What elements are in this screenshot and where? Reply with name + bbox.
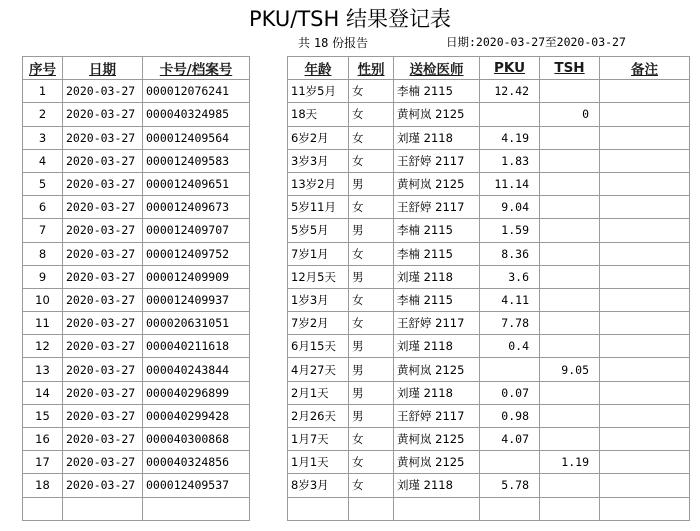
cell-empty bbox=[63, 497, 143, 520]
cell-date: 2020-03-27 bbox=[63, 196, 143, 219]
cell-remark bbox=[600, 126, 690, 149]
cell-sex: 女 bbox=[349, 103, 394, 126]
cell-remark bbox=[600, 358, 690, 381]
cell-pku: 1.83 bbox=[480, 149, 540, 172]
cell-sex: 女 bbox=[349, 474, 394, 497]
cell-sex: 女 bbox=[349, 428, 394, 451]
cell-remark bbox=[600, 474, 690, 497]
cell-seq: 1 bbox=[23, 80, 63, 103]
right-table-row bbox=[288, 404, 690, 427]
cell-pku: 4.07 bbox=[480, 428, 540, 451]
cell-remark bbox=[600, 242, 690, 265]
cell-doctor: 王舒婷 2117 bbox=[394, 196, 480, 219]
cell-empty bbox=[540, 497, 600, 520]
cell-date: 2020-03-27 bbox=[63, 80, 143, 103]
cell-card: 000040299428 bbox=[143, 404, 250, 427]
left-table-row bbox=[23, 312, 250, 335]
right-table-body bbox=[288, 80, 690, 521]
cell-remark bbox=[600, 196, 690, 219]
cell-pku: 12.42 bbox=[480, 80, 540, 103]
cell-remark bbox=[600, 451, 690, 474]
cell-sex: 男 bbox=[349, 335, 394, 358]
cell-age: 6月15天 bbox=[288, 335, 349, 358]
cell-card: 000012409937 bbox=[143, 288, 250, 311]
cell-remark bbox=[600, 103, 690, 126]
cell-tsh bbox=[540, 80, 600, 103]
cell-age: 6岁2月 bbox=[288, 126, 349, 149]
cell-age: 18天 bbox=[288, 103, 349, 126]
cell-doctor: 李楠 2115 bbox=[394, 288, 480, 311]
right-table-row bbox=[288, 149, 690, 172]
col-header-remark: 备注 bbox=[600, 57, 690, 80]
cell-doctor: 黄柯岚 2125 bbox=[394, 358, 480, 381]
cell-age: 7岁2月 bbox=[288, 312, 349, 335]
cell-doctor: 黄柯岚 2125 bbox=[394, 428, 480, 451]
cell-seq: 9 bbox=[23, 265, 63, 288]
cell-remark bbox=[600, 80, 690, 103]
cell-card: 000012409537 bbox=[143, 474, 250, 497]
left-table-row bbox=[23, 80, 250, 103]
cell-remark bbox=[600, 335, 690, 358]
cell-card: 000040300868 bbox=[143, 428, 250, 451]
cell-card: 000012409583 bbox=[143, 149, 250, 172]
cell-sex: 男 bbox=[349, 219, 394, 242]
right-table-row bbox=[288, 335, 690, 358]
cell-age: 4月27天 bbox=[288, 358, 349, 381]
cell-remark bbox=[600, 381, 690, 404]
cell-empty bbox=[480, 497, 540, 520]
col-header-pku: PKU bbox=[480, 57, 540, 80]
cell-tsh bbox=[540, 428, 600, 451]
cell-doctor: 李楠 2115 bbox=[394, 242, 480, 265]
cell-date: 2020-03-27 bbox=[63, 335, 143, 358]
cell-pku: 7.78 bbox=[480, 312, 540, 335]
cell-empty bbox=[143, 497, 250, 520]
cell-age: 2月26天 bbox=[288, 404, 349, 427]
cell-date: 2020-03-27 bbox=[63, 288, 143, 311]
cell-card: 000040211618 bbox=[143, 335, 250, 358]
cell-doctor: 刘瑾 2118 bbox=[394, 126, 480, 149]
cell-card: 000012409707 bbox=[143, 219, 250, 242]
cell-remark bbox=[600, 265, 690, 288]
right-table-row bbox=[288, 196, 690, 219]
report-count bbox=[298, 34, 368, 51]
cell-pku: 8.36 bbox=[480, 242, 540, 265]
right-table-row bbox=[288, 451, 690, 474]
cell-date: 2020-03-27 bbox=[63, 172, 143, 195]
cell-sex: 女 bbox=[349, 149, 394, 172]
cell-seq: 6 bbox=[23, 196, 63, 219]
cell-pku: 11.14 bbox=[480, 172, 540, 195]
cell-sex: 女 bbox=[349, 288, 394, 311]
cell-age: 5岁5月 bbox=[288, 219, 349, 242]
cell-card: 000012409752 bbox=[143, 242, 250, 265]
date-range: 日期:2020-03-27至2020-03-27 bbox=[446, 35, 626, 49]
right-table-row bbox=[288, 288, 690, 311]
col-header-card: 卡号/档案号 bbox=[143, 57, 250, 80]
right-table-row bbox=[288, 358, 690, 381]
cell-card: 000040324985 bbox=[143, 103, 250, 126]
cell-doctor: 黄柯岚 2125 bbox=[394, 172, 480, 195]
cell-sex: 女 bbox=[349, 242, 394, 265]
cell-sex: 男 bbox=[349, 172, 394, 195]
cell-age: 5岁11月 bbox=[288, 196, 349, 219]
cell-seq: 13 bbox=[23, 358, 63, 381]
cell-sex: 男 bbox=[349, 404, 394, 427]
cell-pku bbox=[480, 358, 540, 381]
left-table-row bbox=[23, 219, 250, 242]
cell-doctor: 王舒婷 2117 bbox=[394, 149, 480, 172]
cell-sex: 女 bbox=[349, 80, 394, 103]
left-table-row bbox=[23, 103, 250, 126]
cell-date: 2020-03-27 bbox=[63, 242, 143, 265]
cell-tsh bbox=[540, 288, 600, 311]
cell-doctor: 刘瑾 2118 bbox=[394, 335, 480, 358]
cell-age: 3岁3月 bbox=[288, 149, 349, 172]
cell-doctor: 李楠 2115 bbox=[394, 80, 480, 103]
cell-empty bbox=[394, 497, 480, 520]
cell-tsh bbox=[540, 242, 600, 265]
cell-pku: 4.11 bbox=[480, 288, 540, 311]
cell-seq: 15 bbox=[23, 404, 63, 427]
col-header-sex: 性别 bbox=[349, 57, 394, 80]
cell-pku: 3.6 bbox=[480, 265, 540, 288]
cell-date: 2020-03-27 bbox=[63, 381, 143, 404]
cell-date: 2020-03-27 bbox=[63, 428, 143, 451]
right-table-row bbox=[288, 242, 690, 265]
left-table-row bbox=[23, 288, 250, 311]
cell-doctor: 王舒婷 2117 bbox=[394, 312, 480, 335]
cell-date: 2020-03-27 bbox=[63, 312, 143, 335]
page-title: PKU/TSH 结果登记表 bbox=[249, 7, 451, 31]
right-table-row bbox=[288, 80, 690, 103]
cell-tsh bbox=[540, 404, 600, 427]
left-table-row bbox=[23, 358, 250, 381]
right-table-row bbox=[288, 219, 690, 242]
cell-seq: 4 bbox=[23, 149, 63, 172]
cell-date: 2020-03-27 bbox=[63, 219, 143, 242]
cell-pku: 9.04 bbox=[480, 196, 540, 219]
cell-tsh bbox=[540, 172, 600, 195]
cell-tsh bbox=[540, 312, 600, 335]
cell-age: 11岁5月 bbox=[288, 80, 349, 103]
left-table-body bbox=[23, 80, 250, 521]
left-table-row bbox=[23, 404, 250, 427]
right-table-row bbox=[288, 428, 690, 451]
cell-date: 2020-03-27 bbox=[63, 103, 143, 126]
cell-date: 2020-03-27 bbox=[63, 358, 143, 381]
left-table-row bbox=[23, 335, 250, 358]
cell-pku bbox=[480, 103, 540, 126]
cell-seq: 8 bbox=[23, 242, 63, 265]
cell-remark bbox=[600, 312, 690, 335]
cell-seq: 18 bbox=[23, 474, 63, 497]
cell-seq: 3 bbox=[23, 126, 63, 149]
cell-doctor: 刘瑾 2118 bbox=[394, 474, 480, 497]
cell-seq: 12 bbox=[23, 335, 63, 358]
cell-pku: 5.78 bbox=[480, 474, 540, 497]
cell-age: 1月1天 bbox=[288, 451, 349, 474]
cell-doctor: 黄柯岚 2125 bbox=[394, 451, 480, 474]
cell-date: 2020-03-27 bbox=[63, 265, 143, 288]
left-table-row bbox=[23, 196, 250, 219]
left-table-row bbox=[23, 474, 250, 497]
left-table-row bbox=[23, 428, 250, 451]
cell-card: 000040324856 bbox=[143, 451, 250, 474]
cell-card: 000012409909 bbox=[143, 265, 250, 288]
left-table-row bbox=[23, 451, 250, 474]
cell-date: 2020-03-27 bbox=[63, 404, 143, 427]
cell-seq: 17 bbox=[23, 451, 63, 474]
cell-tsh bbox=[540, 219, 600, 242]
cell-seq: 5 bbox=[23, 172, 63, 195]
cell-remark bbox=[600, 288, 690, 311]
cell-remark bbox=[600, 219, 690, 242]
cell-card: 000020631051 bbox=[143, 312, 250, 335]
cell-doctor: 刘瑾 2118 bbox=[394, 265, 480, 288]
right-table-row bbox=[288, 126, 690, 149]
cell-date: 2020-03-27 bbox=[63, 474, 143, 497]
cell-age: 1岁3月 bbox=[288, 288, 349, 311]
col-header-doctor: 送检医师 bbox=[394, 57, 480, 80]
cell-doctor: 黄柯岚 2125 bbox=[394, 103, 480, 126]
cell-empty bbox=[600, 497, 690, 520]
cell-seq: 7 bbox=[23, 219, 63, 242]
cell-pku: 0.07 bbox=[480, 381, 540, 404]
left-table-row bbox=[23, 126, 250, 149]
cell-date: 2020-03-27 bbox=[63, 149, 143, 172]
cell-remark bbox=[600, 404, 690, 427]
col-header-seq: 序号 bbox=[23, 57, 63, 80]
cell-doctor: 王舒婷 2117 bbox=[394, 404, 480, 427]
cell-card: 000012076241 bbox=[143, 80, 250, 103]
cell-age: 2月1天 bbox=[288, 381, 349, 404]
cell-tsh bbox=[540, 335, 600, 358]
cell-age: 1月7天 bbox=[288, 428, 349, 451]
cell-sex: 男 bbox=[349, 265, 394, 288]
left-table-row bbox=[23, 172, 250, 195]
cell-tsh bbox=[540, 149, 600, 172]
left-table-empty-row bbox=[23, 497, 250, 520]
cell-tsh bbox=[540, 126, 600, 149]
cell-sex: 女 bbox=[349, 312, 394, 335]
col-header-tsh: TSH bbox=[540, 57, 600, 80]
cell-age: 7岁1月 bbox=[288, 242, 349, 265]
col-header-age: 年龄 bbox=[288, 57, 349, 80]
cell-doctor: 李楠 2115 bbox=[394, 219, 480, 242]
right-table-row bbox=[288, 265, 690, 288]
cell-tsh: 1.19 bbox=[540, 451, 600, 474]
cell-age: 8岁3月 bbox=[288, 474, 349, 497]
left-table-row bbox=[23, 265, 250, 288]
cell-remark bbox=[600, 149, 690, 172]
cell-date: 2020-03-27 bbox=[63, 126, 143, 149]
cell-tsh bbox=[540, 196, 600, 219]
cell-seq: 14 bbox=[23, 381, 63, 404]
cell-tsh bbox=[540, 381, 600, 404]
right-table-row bbox=[288, 381, 690, 404]
report-count-number: 18 bbox=[313, 36, 329, 50]
right-header-row bbox=[288, 57, 690, 80]
report-count-prefix: 共 bbox=[298, 36, 311, 50]
cell-pku: 4.19 bbox=[480, 126, 540, 149]
left-header-row bbox=[23, 57, 250, 80]
cell-tsh bbox=[540, 265, 600, 288]
cell-card: 000040243844 bbox=[143, 358, 250, 381]
right-table-row bbox=[288, 103, 690, 126]
cell-remark bbox=[600, 172, 690, 195]
cell-seq: 2 bbox=[23, 103, 63, 126]
right-table-empty-row bbox=[288, 497, 690, 520]
cell-pku: 0.98 bbox=[480, 404, 540, 427]
cell-card: 000012409673 bbox=[143, 196, 250, 219]
cell-sex: 女 bbox=[349, 126, 394, 149]
cell-seq: 16 bbox=[23, 428, 63, 451]
cell-pku: 1.59 bbox=[480, 219, 540, 242]
cell-card: 000012409564 bbox=[143, 126, 250, 149]
left-table-row bbox=[23, 381, 250, 404]
cell-empty bbox=[23, 497, 63, 520]
cell-sex: 男 bbox=[349, 358, 394, 381]
left-table-row bbox=[23, 242, 250, 265]
cell-sex: 男 bbox=[349, 381, 394, 404]
right-table-row bbox=[288, 312, 690, 335]
cell-sex: 女 bbox=[349, 196, 394, 219]
cell-sex: 女 bbox=[349, 451, 394, 474]
cell-tsh: 9.05 bbox=[540, 358, 600, 381]
right-table bbox=[287, 56, 690, 521]
cell-remark bbox=[600, 428, 690, 451]
col-header-date: 日期 bbox=[63, 57, 143, 80]
cell-pku: 0.4 bbox=[480, 335, 540, 358]
cell-age: 13岁2月 bbox=[288, 172, 349, 195]
cell-empty bbox=[349, 497, 394, 520]
report-count-suffix: 份报告 bbox=[332, 36, 369, 50]
cell-tsh: 0 bbox=[540, 103, 600, 126]
cell-tsh bbox=[540, 474, 600, 497]
cell-pku bbox=[480, 451, 540, 474]
cell-age: 12月5天 bbox=[288, 265, 349, 288]
cell-card: 000012409651 bbox=[143, 172, 250, 195]
right-table-row bbox=[288, 474, 690, 497]
left-table-row bbox=[23, 149, 250, 172]
cell-seq: 11 bbox=[23, 312, 63, 335]
cell-doctor: 刘瑾 2118 bbox=[394, 381, 480, 404]
left-table bbox=[22, 56, 250, 521]
cell-seq: 10 bbox=[23, 288, 63, 311]
cell-date: 2020-03-27 bbox=[63, 451, 143, 474]
right-table-row bbox=[288, 172, 690, 195]
cell-card: 000040296899 bbox=[143, 381, 250, 404]
cell-empty bbox=[288, 497, 349, 520]
